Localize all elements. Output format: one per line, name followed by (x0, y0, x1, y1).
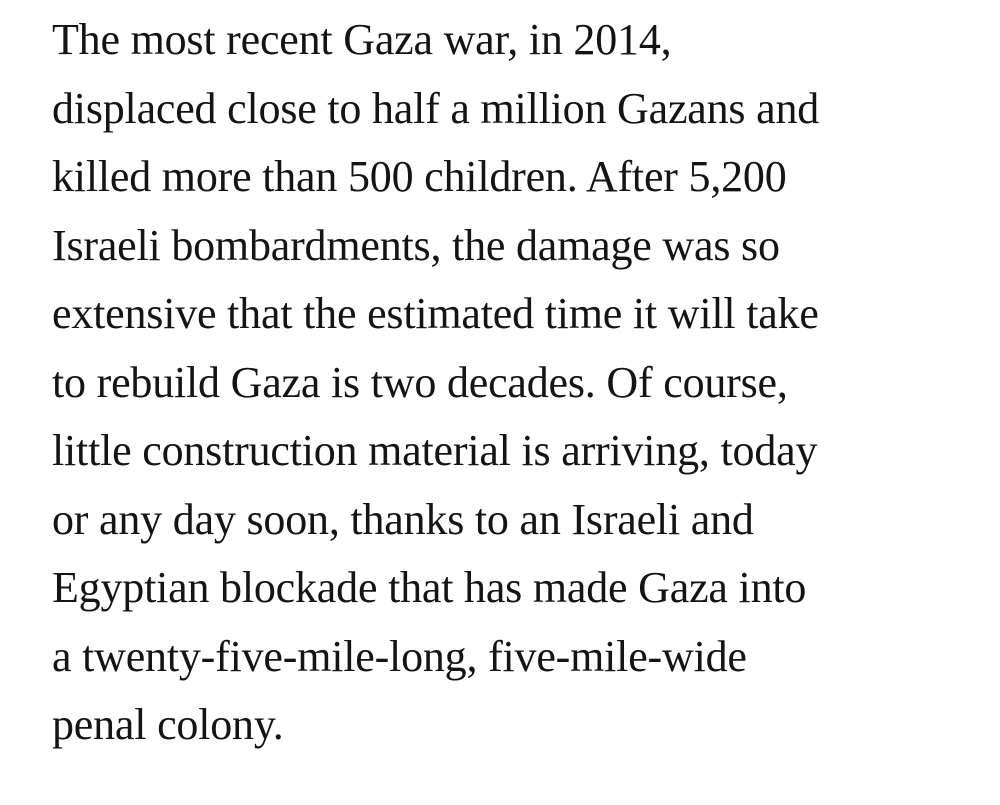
article-paragraph (52, 6, 992, 760)
paragraph-line-1: The most recent Gaza war, in 2014, (52, 15, 672, 64)
paragraph-line-3: killed more than 500 children. After 5,200 (52, 152, 787, 201)
paragraph-line-2: displaced close to half a million Gazans and (52, 83, 820, 133)
paragraph-line-8: or any day soon, thanks to an Israeli and (52, 494, 754, 544)
paragraph-line-7: little construction material is arriving, today (52, 426, 818, 475)
paragraph-line-5: extensive that the estimated time it will take (52, 289, 819, 338)
paragraph-line-6: to rebuild Gaza is two decades. Of course, (52, 357, 788, 407)
paragraph-line-10: a twenty-five-mile-long, five-mile-wide (52, 631, 747, 681)
paragraph-line-11: penal colony. (52, 700, 284, 749)
paragraph-line-9: Egyptian blockade that has made Gaza into (52, 563, 807, 612)
paragraph-line-4: Israeli bombardments, the damage was so (52, 220, 780, 270)
